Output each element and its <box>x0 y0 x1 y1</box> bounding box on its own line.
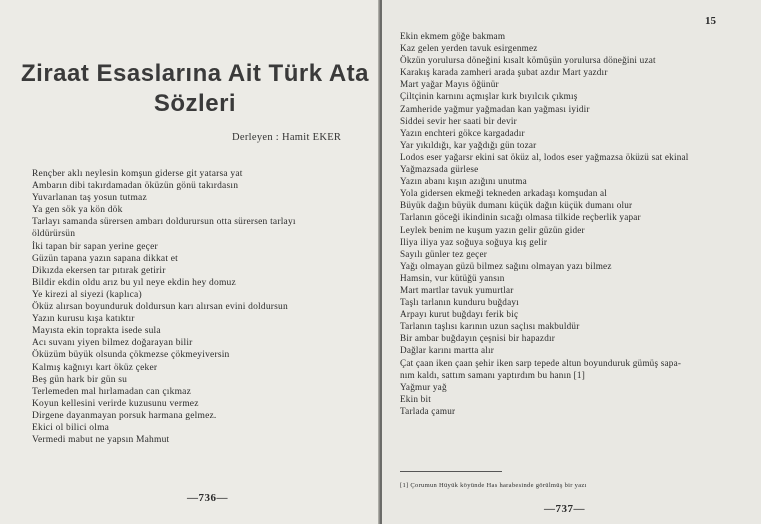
proverb-line: Mart martlar tavuk yumurtlar <box>400 284 514 295</box>
proverb-line: Öküz alırsan boyunduruk doldursun karı alırsan evini doldursun <box>32 302 288 313</box>
proverb-line: Kaz gelen yerden tavuk esirgenmez <box>400 43 538 54</box>
proverb-line: Arpayı kurut buğdayı ferik biç <box>400 309 519 320</box>
proverb-line: Mayısta ekin topraktа isede sula <box>32 326 161 337</box>
proverb-line: Ekici ol bilici olma <box>32 422 110 433</box>
proverb-line: nım kaldı, sattım samanı yaptırdım bu hanın [1] <box>400 369 585 380</box>
proverb-line: Güzün tapana yazın sapana dikkat et <box>32 253 179 264</box>
proverb-line: Yola gidersen ekmeği tekneden arkadaşı komşudan al <box>400 188 608 199</box>
proverb-line: Yar yıkıldığı, kar yağdığı gün tozar <box>400 139 537 150</box>
proverb-list-right <box>400 30 756 417</box>
proverb-line: Koyun kellesini verirde kuzusunu vermez <box>32 398 199 409</box>
proverb-line: Yağı olmayan güzü bilmez sağını olmayan yazı bilmez <box>400 260 612 271</box>
proverb-line: Ekin ekmem göğe bakmam <box>400 31 506 41</box>
page-number-left: —736— <box>187 492 228 504</box>
proverb-line: Ya gen sök ya kön dök <box>32 205 123 216</box>
proverb-line: Leylek benim ne kuşum yazın gelir güzün gider <box>400 224 585 235</box>
left-page <box>0 0 380 524</box>
proverb-line: Rençber aklı neylesin komşun giderse git yatarsa yat <box>32 169 243 179</box>
proverb-line: Karakış karada zamheri arada şubat azdır Mart yazdır <box>400 67 608 78</box>
proverb-line: Zamheride yağmur yağmadan kan yağması iyidir <box>400 103 590 114</box>
proverb-line: Büyük dağın büyük dumanı küçük dağın küçük dumanı olur <box>400 200 633 211</box>
corner-page-number: 15 <box>705 15 716 27</box>
proverb-line: Tarlayı samanda sürersen ambarı doldurursun otta sürersen tarlayı <box>32 217 296 228</box>
footnote-divider <box>400 471 502 472</box>
proverb-line: Kalmış kağnıyı kart öküz çeker <box>32 362 158 373</box>
proverb-line: Dağlar karını martta alır <box>400 345 495 356</box>
proverb-line: Iliya iliya yaz soğuya soğuya kış gelir <box>400 236 548 247</box>
proverb-line: Acı suvanı yiyen bilmez doğarayan bilir <box>32 338 193 349</box>
proverb-line: Ye kirezi al siyezi (kaplıca) <box>32 289 142 300</box>
footnote: [1] Çorumun Hüyük köyünde Has harabesinde görülmüş bir yazı <box>400 482 587 489</box>
proverb-line: Ekin bit <box>400 393 431 404</box>
proverb-line: Sayılı günler tez geçer <box>400 248 487 259</box>
proverb-line: Öküzüm büyük olsunda çökmezse çökmeyiversin <box>32 350 230 361</box>
proverb-line: Tarlanın göceği ikindinin sıcağı olmasa tilkide reçberlik yapar <box>400 212 641 223</box>
proverb-line: Dirgene dayanmayan porsuk harmana gelmez. <box>32 410 217 421</box>
proverb-line: Siddei sevir her saati bir devir <box>400 115 517 126</box>
proverb-line: Yazın kurusu kışa katıktır <box>32 314 135 325</box>
proverb-line: Taşlı tarlanın kunduru buğdayı <box>400 297 519 308</box>
proverb-line: Ökzün yorulursa döneğini kısalt kömüşün yorulursa döneğini uzat <box>400 55 656 66</box>
proverb-line: Mart yağar Mayıs öğünür <box>400 79 499 90</box>
page-number-right: —737— <box>544 503 585 515</box>
proverb-line: Çiltçinin karnını açmışlar kırk bıyılcık çıkmış <box>400 91 578 102</box>
proverb-line: Yazın abanı kışın azığını unutma <box>400 176 527 187</box>
right-page <box>382 0 761 524</box>
proverb-line: Tarlada çamur <box>400 405 456 416</box>
proverb-line: İki tapan bir sapan yerine geçer <box>32 241 158 252</box>
proverb-line: Yazın enchteri gökce kargadadır <box>400 127 525 138</box>
proverb-line: Dikızda ekersen tar pıtırak getirir <box>32 265 166 276</box>
proverb-line: Lodos eser yağarsr ekini sat öküz al, lodos eser yağmazsa öküzü sat ekinal <box>400 151 689 162</box>
proverb-line: Yağmur yağ <box>400 381 447 392</box>
proverb-line: Çat çaan iken çaan şehir iken sarp tepede altun boyunduruk gümüş sapa- <box>400 357 682 368</box>
author-credit: Derleyen : Hamit EKER <box>232 132 342 143</box>
proverb-line: Yuvarlanan taş yosun tutmaz <box>32 193 147 204</box>
proverb-line: Ambarın dibi takırdamadan öküzün gönü takırdasın <box>32 181 239 192</box>
article-title-line-1: Ziraat Esaslarına Ait Türk Ata <box>21 60 369 87</box>
proverb-line: Tarlanın taşlısı karının uzun saçlısı makbuldür <box>400 321 580 332</box>
proverb-line: Vermedi mabut ne yapsın Mahmut <box>32 435 170 446</box>
proverb-line: Terlemeden mal hırlamadan can çıkmaz <box>32 386 191 397</box>
proverb-line: Bildir ekdin oldu arız bu yıl neye ekdin hey domuz <box>32 277 236 288</box>
proverb-line: öldürürsün <box>32 229 76 240</box>
proverb-line: Beş gün hark bir gün su <box>32 374 128 385</box>
proverb-list-left <box>32 168 378 446</box>
proverb-line: Bir ambar buğdayın çeşnisi bir hapazdır <box>400 333 556 344</box>
article-title-line-2: Sözleri <box>153 90 237 117</box>
proverb-line: Yağmazsada gürlese <box>400 164 479 175</box>
proverb-line: Hamsin, vur kütüğü yansın <box>400 272 505 283</box>
